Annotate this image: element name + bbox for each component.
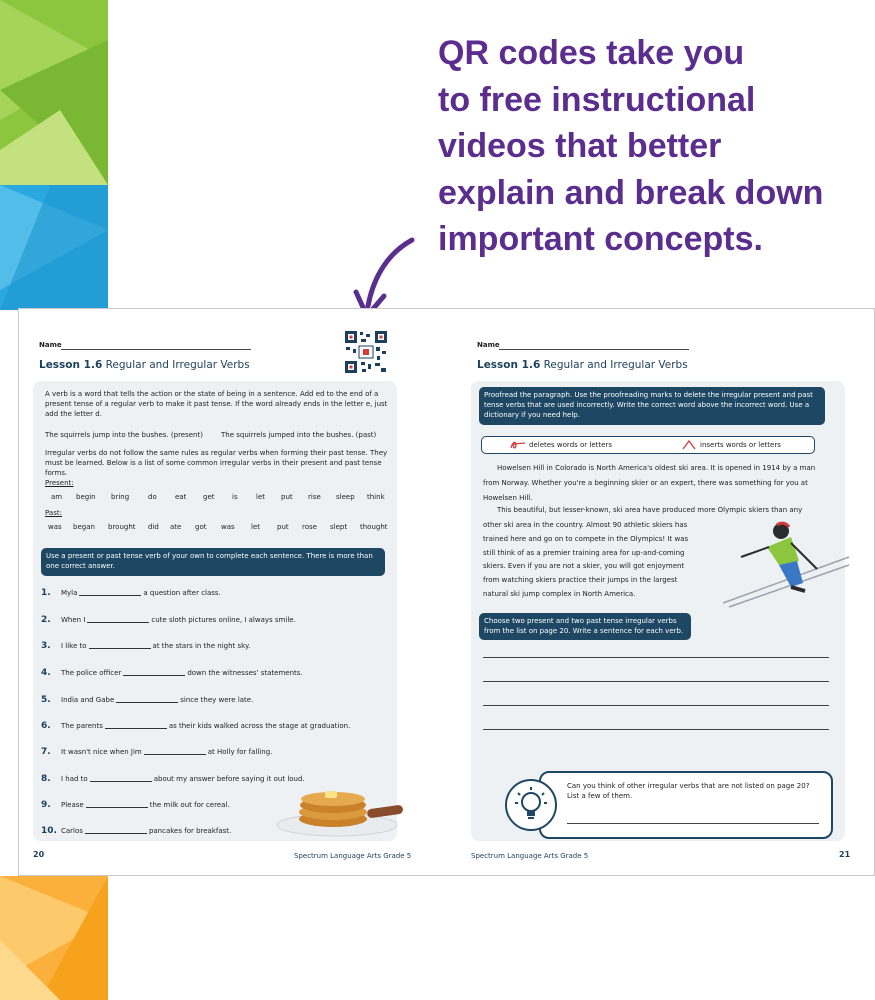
example-past: The squirrels jumped into the bushes. (past) bbox=[221, 431, 377, 439]
question-text-after: pancakes for breakfast. bbox=[148, 827, 232, 835]
question-6 bbox=[61, 722, 350, 730]
page-number: 21 bbox=[839, 850, 851, 859]
question-number: 2. bbox=[41, 615, 51, 625]
page-footer: Spectrum Language Arts Grade 5 bbox=[471, 852, 589, 860]
qr-code[interactable] bbox=[343, 329, 389, 375]
delete-mark-icon bbox=[510, 440, 526, 450]
present-verb: bring bbox=[111, 493, 130, 501]
key-delete-label: deletes words or letters bbox=[529, 441, 612, 449]
question-7 bbox=[61, 748, 272, 756]
question-text-after: since they were late. bbox=[180, 696, 254, 704]
question-3 bbox=[61, 642, 250, 650]
present-verb: do bbox=[148, 493, 157, 501]
writing-line[interactable] bbox=[483, 729, 829, 730]
headline-line-2: to free instructional bbox=[438, 80, 756, 119]
headline bbox=[438, 30, 868, 263]
past-verb: got bbox=[195, 523, 207, 531]
workbook-spread bbox=[18, 308, 875, 876]
question-number: 6. bbox=[41, 721, 51, 731]
past-label: Past: bbox=[45, 509, 62, 517]
past-verb: rose bbox=[302, 523, 317, 531]
question-text-after: at Holly for falling. bbox=[207, 748, 273, 756]
writing-line[interactable] bbox=[483, 657, 829, 658]
writing-line[interactable] bbox=[483, 705, 829, 706]
question-text-before: I like to bbox=[61, 642, 87, 650]
question-text-after: cute sloth pictures online, I always smile. bbox=[151, 616, 296, 624]
past-verb: did bbox=[148, 523, 159, 531]
page-number: 20 bbox=[33, 850, 45, 859]
answer-blank[interactable] bbox=[144, 754, 206, 755]
question-text-after: the milk out for cereal. bbox=[149, 801, 230, 809]
answer-blank[interactable] bbox=[87, 622, 149, 623]
headline-line-3: videos that better bbox=[438, 127, 722, 165]
present-label: Present: bbox=[45, 479, 74, 487]
caret-mark-icon bbox=[682, 440, 696, 450]
answer-blank[interactable] bbox=[86, 807, 148, 808]
skier-illustration bbox=[719, 517, 851, 609]
present-verb: let bbox=[256, 493, 265, 501]
answer-line[interactable] bbox=[567, 823, 819, 824]
present-verb: get bbox=[203, 493, 215, 501]
question-text-before: The police officer bbox=[61, 669, 122, 677]
name-line bbox=[61, 349, 251, 350]
lesson-number: Lesson 1.6 bbox=[477, 359, 541, 371]
present-verb: rise bbox=[308, 493, 321, 501]
question-text-before: India and Gabe bbox=[61, 696, 115, 704]
paragraph-2-first-line: This beautiful, but lesser-known, ski area have produced more Olympic skiers than any bbox=[497, 506, 803, 514]
question-text-before: When I bbox=[61, 616, 86, 624]
question-2 bbox=[61, 616, 296, 624]
answer-blank[interactable] bbox=[116, 702, 178, 703]
past-verb: put bbox=[277, 523, 289, 531]
pancakes-illustration bbox=[275, 779, 411, 837]
paragraph-1: Howelsen Hill in Colorado is North America's oldest ski area. It is opened in 1914 by a man from Norway. Whether you're a beginning skier or an expert, there was something for you at Howelsen Hill. bbox=[483, 464, 816, 502]
lesson-number: Lesson 1.6 bbox=[39, 359, 103, 371]
question-number: 8. bbox=[41, 774, 51, 784]
question-text-after: about my answer before saying it out loud. bbox=[153, 775, 305, 783]
question-number: 7. bbox=[41, 747, 51, 757]
question-text-before: The parents bbox=[61, 722, 103, 730]
lesson-title: Regular and Irregular Verbs bbox=[105, 359, 250, 371]
instruction-banner-2: Choose two present and two past tense irregular verbs from the list on page 20. Write a sentence for each verb. bbox=[479, 613, 691, 640]
past-verb: was bbox=[48, 523, 62, 531]
question-number: 3. bbox=[41, 641, 51, 651]
key-insert-label: inserts words or letters bbox=[700, 441, 781, 449]
present-verb: is bbox=[232, 493, 238, 501]
writing-line[interactable] bbox=[483, 681, 829, 682]
lightbulb-icon bbox=[505, 779, 557, 831]
past-verb: thought bbox=[360, 523, 388, 531]
past-verb: brought bbox=[108, 523, 136, 531]
name-label: Name bbox=[39, 341, 62, 349]
think-question-box bbox=[539, 771, 833, 839]
present-verb: begin bbox=[76, 493, 96, 501]
question-text-after: down the witnesses' statements. bbox=[187, 669, 303, 677]
question-number: 9. bbox=[41, 800, 51, 810]
question-number: 10. bbox=[41, 826, 57, 836]
question-4 bbox=[61, 669, 303, 677]
example-present: The squirrels jump into the bushes. (present) bbox=[45, 431, 203, 439]
instruction-banner: Proofread the paragraph. Use the proofreading marks to delete the irregular present and past tense verbs that are used incorrectly. Write the correct word above the incorrect word. Use a dictionary if you need help. bbox=[479, 387, 825, 425]
question-text-after: at the stars in the night sky. bbox=[152, 642, 251, 650]
question-number: 4. bbox=[41, 668, 51, 678]
past-verb: ate bbox=[170, 523, 182, 531]
lesson-title: Regular and Irregular Verbs bbox=[543, 359, 688, 371]
lesson-heading bbox=[39, 359, 250, 371]
paragraph-2: other ski area in the country. Almost 90 athletic skiers has trained here and go on to compete in the Olympics! It was still think of as a premier training area for up-and-coming skiers. Even if you are not a skier, you will got enjoyment from watching skiers practice their jumps in the largest natural ski jump complex in North America. bbox=[483, 521, 689, 598]
question-text-before: Please bbox=[61, 801, 84, 809]
question-text-before: I had to bbox=[61, 775, 88, 783]
answer-blank[interactable] bbox=[105, 728, 167, 729]
page-footer: Spectrum Language Arts Grade 5 bbox=[294, 852, 412, 860]
question-text-before: Carlos bbox=[61, 827, 83, 835]
question-8 bbox=[61, 775, 305, 783]
headline-line-1: QR codes take you bbox=[438, 34, 745, 72]
instruction-banner: Use a present or past tense verb of your own to complete each sentence. There is more than one correct answer. bbox=[41, 548, 385, 576]
present-verb: sleep bbox=[336, 493, 355, 501]
present-verb: put bbox=[281, 493, 293, 501]
question-text-after: a question after class. bbox=[143, 589, 221, 597]
present-verb: think bbox=[367, 493, 385, 501]
left-page bbox=[19, 309, 439, 877]
answer-blank[interactable] bbox=[90, 781, 152, 782]
think-question-text: Can you think of other irregular verbs that are not listed on page 20? List a few of them. bbox=[567, 782, 810, 800]
question-text-before: Myla bbox=[61, 589, 78, 597]
answer-blank[interactable] bbox=[79, 595, 141, 596]
irregular-paragraph: Irregular verbs do not follow the same rules as regular verbs when forming their past tense. They must be learned. Below is a list of some common irregular verbs in their present and past tense forms. bbox=[45, 449, 388, 477]
past-verb: let bbox=[251, 523, 260, 531]
question-text-after: as their kids walked across the stage at graduation. bbox=[168, 722, 351, 730]
present-verb: am bbox=[51, 493, 63, 501]
headline-line-4: explain and break down bbox=[438, 173, 824, 212]
past-verb: was bbox=[221, 523, 235, 531]
proofreading-key bbox=[481, 436, 815, 454]
headline-line-5: important concepts. bbox=[438, 220, 763, 258]
intro-paragraph: A verb is a word that tells the action or the state of being in a sentence. Add ed to the end of a present tense of a regular verb to make it past tense. If the word already ends in the letter e, just add the letter d. bbox=[45, 390, 388, 418]
answer-blank[interactable] bbox=[85, 833, 147, 834]
question-5 bbox=[61, 696, 253, 704]
name-line bbox=[499, 349, 689, 350]
question-10 bbox=[61, 827, 231, 835]
question-9 bbox=[61, 801, 230, 809]
question-number: 5. bbox=[41, 695, 51, 705]
past-verb: began bbox=[73, 523, 95, 531]
question-text-before: It wasn't nice when Jim bbox=[61, 748, 142, 756]
present-verb: eat bbox=[175, 493, 187, 501]
answer-blank[interactable] bbox=[123, 675, 185, 676]
question-1 bbox=[61, 589, 221, 597]
past-verb: slept bbox=[330, 523, 348, 531]
answer-blank[interactable] bbox=[89, 648, 151, 649]
lesson-heading bbox=[477, 359, 688, 371]
right-page bbox=[457, 309, 855, 877]
question-number: 1. bbox=[41, 588, 51, 598]
name-label: Name bbox=[477, 341, 500, 349]
